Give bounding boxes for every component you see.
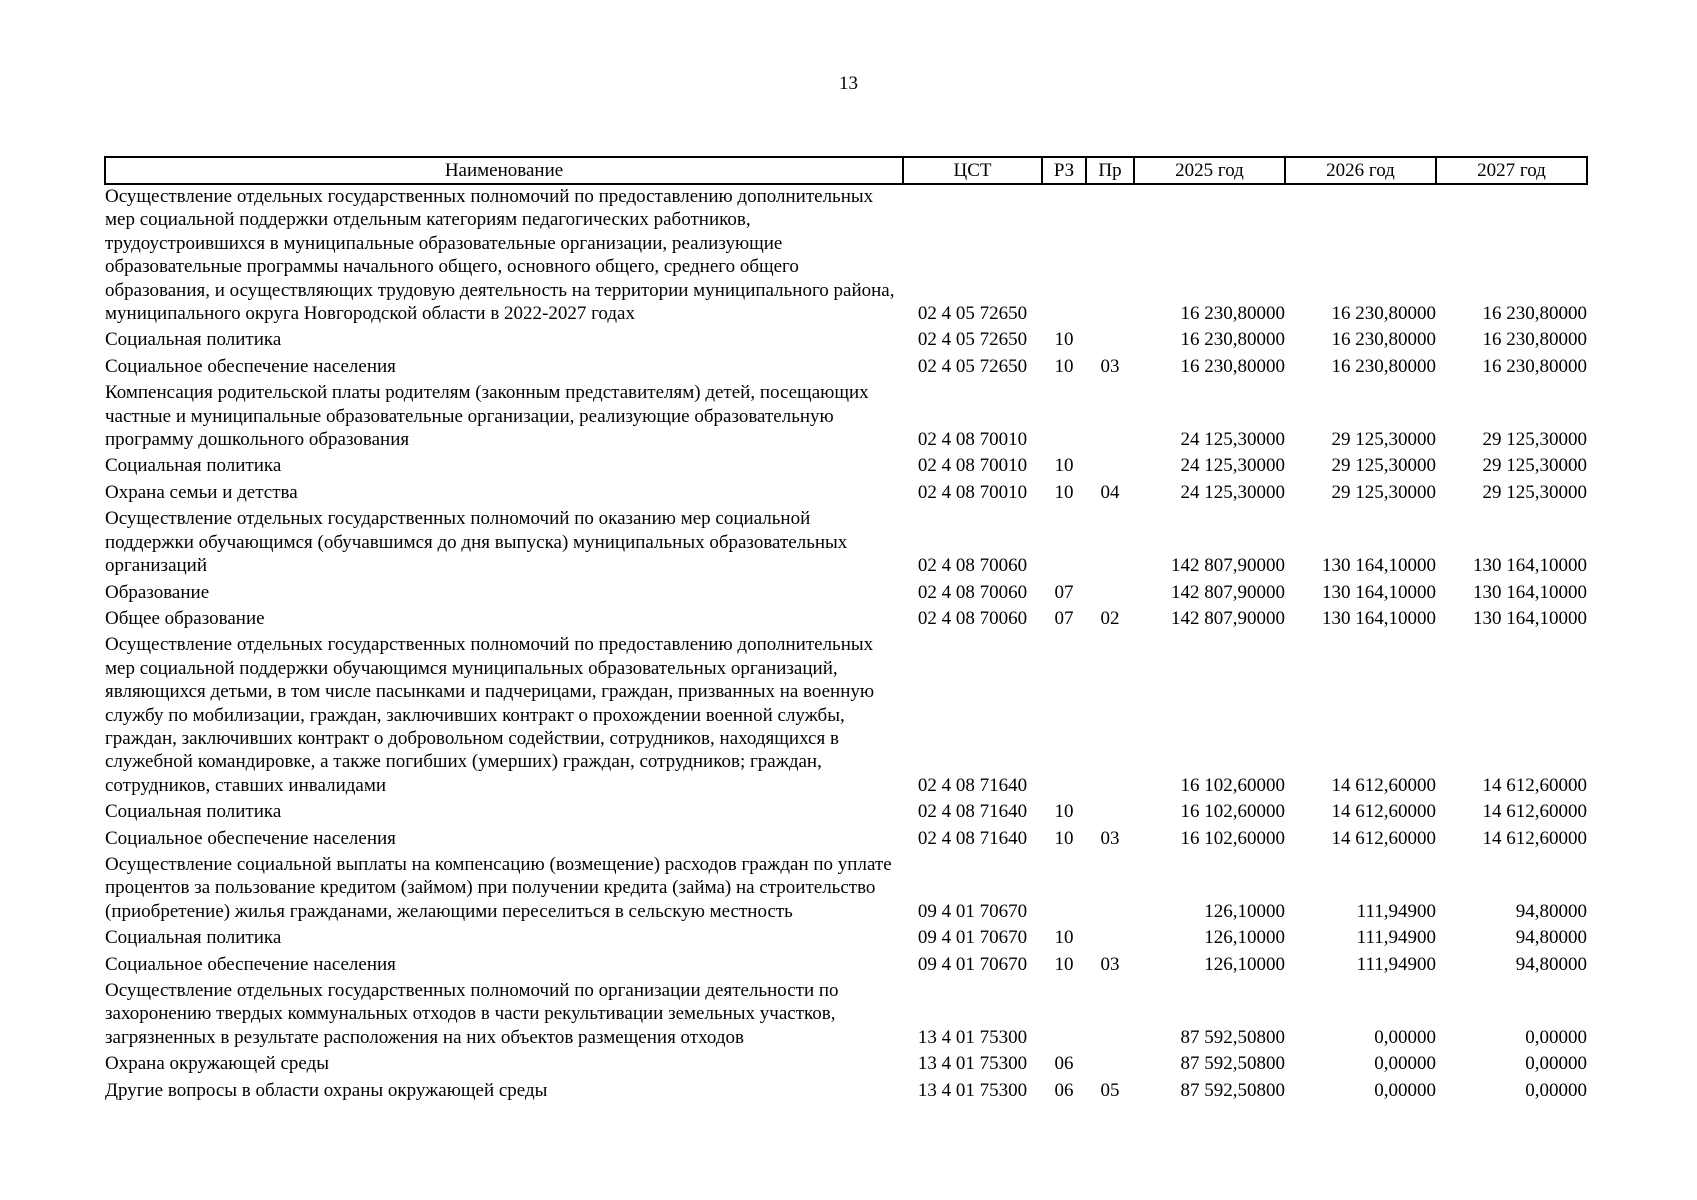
table-row: [105, 1079, 1587, 1105]
row-2026: 14 612,60000: [1331, 827, 1436, 849]
row-2025: 142 807,90000: [1171, 607, 1285, 629]
row-2025: 87 592,50800: [1180, 1026, 1285, 1048]
row-2025: 126,10000: [1204, 927, 1285, 949]
row-2025: 126,10000: [1204, 900, 1285, 922]
row-pr: [1086, 184, 1134, 328]
row-rz: [1042, 979, 1086, 1052]
row-rz: [1042, 507, 1086, 580]
row-rz: 10: [1054, 481, 1074, 503]
row-name: Охрана семьи и детства: [105, 481, 298, 503]
table-row: [105, 1052, 1587, 1078]
row-pr: 04: [1100, 481, 1120, 503]
row-name: Осуществление социальной выплаты на компенсацию (возмещение) расходов граждан по уплате процентов за пользование кредитом (займом) при получении кредита (займа) на строительство (приобретение) жилья гражданами, желающими переселиться в сельскую местность: [105, 853, 892, 922]
row-2025: 142 807,90000: [1171, 555, 1285, 577]
row-name: Осуществление отдельных государственных полномочий по предоставлению дополнительных мер социальной поддержки обучающимся муниципальных образовательных организаций, являющихся детьми, в том числе пасынками и падчерицами, граждан, призванных на военную службу по мобилизации, граждан, заключивших контракт о прохождении военной службы, граждан, заключивших контракт о добровольном содействии, сотрудников, находящихся в служебной командировке, а также погибших (умерших) граждан, сотрудников; граждан, сотрудников, ставших инвалидами: [105, 634, 875, 796]
row-2026: 14 612,60000: [1331, 774, 1436, 796]
row-name: Социальное обеспечение населения: [105, 827, 396, 849]
row-cst: 02 4 08 70060: [917, 581, 1028, 603]
row-cst: 13 4 01 75300: [917, 1026, 1028, 1048]
page-number: 13: [839, 73, 858, 94]
row-cst: 09 4 01 70670: [917, 927, 1028, 949]
row-cst: 02 4 05 72650: [917, 329, 1028, 351]
row-2027: 16 230,80000: [1482, 303, 1587, 325]
row-cst: 02 4 08 70010: [917, 481, 1028, 503]
row-2025: 24 125,30000: [1180, 455, 1285, 477]
row-cst: 02 4 05 72650: [917, 355, 1028, 377]
row-pr: [1086, 1052, 1134, 1078]
row-rz: [1042, 853, 1086, 926]
row-pr: [1086, 979, 1134, 1052]
row-cst: 09 4 01 70670: [917, 900, 1028, 922]
row-pr: 03: [1100, 953, 1120, 975]
row-name: Социальное обеспечение населения: [105, 953, 396, 975]
header-row: [105, 157, 1587, 184]
row-pr: [1086, 328, 1134, 354]
row-2025: 16 102,60000: [1180, 774, 1285, 796]
row-pr: [1086, 926, 1134, 952]
row-pr: 03: [1100, 827, 1120, 849]
row-pr: [1086, 853, 1134, 926]
row-rz: 10: [1054, 329, 1074, 351]
row-rz: 10: [1054, 927, 1074, 949]
row-2027: 130 164,10000: [1473, 555, 1587, 577]
row-2027: 29 125,30000: [1482, 455, 1587, 477]
row-rz: 06: [1054, 1079, 1074, 1101]
table-body: [105, 184, 1587, 1105]
row-2027: 94,80000: [1515, 953, 1587, 975]
row-rz: 06: [1054, 1053, 1074, 1075]
header-2026: 2026 год: [1285, 157, 1436, 184]
row-2025: 87 592,50800: [1180, 1053, 1285, 1075]
row-name: Социальная политика: [105, 927, 282, 949]
row-pr: [1086, 581, 1134, 607]
row-2026: 29 125,30000: [1331, 429, 1436, 451]
row-2025: 24 125,30000: [1180, 429, 1285, 451]
row-pr: 02: [1100, 607, 1120, 629]
row-pr: 03: [1100, 355, 1120, 377]
header-pr: Пр: [1086, 157, 1134, 184]
row-2026: 16 230,80000: [1331, 329, 1436, 351]
row-cst: 09 4 01 70670: [917, 953, 1028, 975]
row-cst: 13 4 01 75300: [917, 1053, 1028, 1075]
row-pr: [1086, 800, 1134, 826]
row-2027: 14 612,60000: [1482, 774, 1587, 796]
row-2025: 16 230,80000: [1180, 303, 1285, 325]
table-row: [105, 926, 1587, 952]
row-2025: 24 125,30000: [1180, 481, 1285, 503]
table-row: [105, 979, 1587, 1052]
row-name: Образование: [105, 581, 210, 603]
table-row: [105, 381, 1587, 454]
row-2025: 142 807,90000: [1171, 581, 1285, 603]
table-row: [105, 328, 1587, 354]
header-name: Наименование: [105, 157, 903, 184]
row-cst: 02 4 08 71640: [917, 801, 1028, 823]
row-2026: 0,00000: [1374, 1079, 1436, 1101]
row-name: Охрана окружающей среды: [105, 1053, 330, 1075]
row-2027: 94,80000: [1515, 927, 1587, 949]
row-rz: 07: [1054, 581, 1074, 603]
budget-table: [104, 156, 1588, 1105]
row-cst: 02 4 05 72650: [917, 303, 1028, 325]
row-2026: 130 164,10000: [1322, 607, 1436, 629]
table-row: [105, 507, 1587, 580]
row-rz: 07: [1054, 607, 1074, 629]
row-rz: [1042, 381, 1086, 454]
row-2027: 130 164,10000: [1473, 581, 1587, 603]
row-name: Социальная политика: [105, 801, 282, 823]
table-row: [105, 607, 1587, 633]
row-rz: [1042, 184, 1086, 328]
row-2025: 16 230,80000: [1180, 355, 1285, 377]
row-cst: 02 4 08 70010: [917, 429, 1028, 451]
row-2025: 126,10000: [1204, 953, 1285, 975]
row-rz: 10: [1054, 801, 1074, 823]
row-2027: 16 230,80000: [1482, 329, 1587, 351]
row-2027: 16 230,80000: [1482, 355, 1587, 377]
table-row: [105, 853, 1587, 926]
table-row: [105, 355, 1587, 381]
row-2025: 16 102,60000: [1180, 827, 1285, 849]
table-row: [105, 953, 1587, 979]
row-cst: 02 4 08 71640: [917, 827, 1028, 849]
row-pr: [1086, 507, 1134, 580]
row-2026: 0,00000: [1374, 1026, 1436, 1048]
header-2025: 2025 год: [1134, 157, 1285, 184]
row-name: Социальная политика: [105, 329, 282, 351]
row-rz: 10: [1054, 953, 1074, 975]
row-cst: 02 4 08 70060: [917, 607, 1028, 629]
row-2027: 14 612,60000: [1482, 801, 1587, 823]
row-cst: 02 4 08 70010: [917, 455, 1028, 477]
row-rz: 10: [1054, 455, 1074, 477]
row-name: Социальное обеспечение населения: [105, 355, 396, 377]
header-cst: ЦСТ: [903, 157, 1042, 184]
row-2027: 0,00000: [1525, 1079, 1587, 1101]
table-row: [105, 633, 1587, 800]
table-row: [105, 454, 1587, 480]
row-2026: 16 230,80000: [1331, 303, 1436, 325]
table-row: [105, 581, 1587, 607]
row-name: Компенсация родительской платы родителям (законным представителям) детей, посещающих частные и муниципальные образовательные организации, реализующие образовательную программу дошкольного образования: [105, 382, 869, 451]
row-2027: 29 125,30000: [1482, 429, 1587, 451]
table-row: [105, 481, 1587, 507]
row-name: Осуществление отдельных государственных полномочий по предоставлению дополнительных мер социальной поддержки отдельным категориям педагогических работников, трудоустроившихся в муниципальные образовательные организации, реализующие образовательные программы начального общего, основного общего, среднего общего образования, и осуществляющих трудовую деятельность на территории муниципального района, муниципального округа Новгородской области в 2022-2027 годах: [105, 186, 895, 325]
row-2026: 111,94900: [1356, 900, 1436, 922]
row-2026: 14 612,60000: [1331, 801, 1436, 823]
row-2027: 0,00000: [1525, 1026, 1587, 1048]
row-2025: 16 230,80000: [1180, 329, 1285, 351]
row-name: Осуществление отдельных государственных полномочий по оказанию мер социальной поддержки обучающимся (обучавшимся до дня выпуска) муниципальных образовательных организаций: [105, 508, 848, 577]
table-row: [105, 800, 1587, 826]
header-rz: РЗ: [1042, 157, 1086, 184]
row-cst: 13 4 01 75300: [917, 1079, 1028, 1101]
row-2026: 130 164,10000: [1322, 581, 1436, 603]
row-rz: 10: [1054, 827, 1074, 849]
row-2027: 14 612,60000: [1482, 827, 1587, 849]
row-cst: 02 4 08 71640: [917, 774, 1028, 796]
row-2026: 16 230,80000: [1331, 355, 1436, 377]
row-2025: 87 592,50800: [1180, 1079, 1285, 1101]
header-2027: 2027 год: [1436, 157, 1587, 184]
row-pr: [1086, 633, 1134, 800]
row-name: Другие вопросы в области охраны окружающей среды: [105, 1079, 548, 1101]
row-2026: 111,94900: [1356, 953, 1436, 975]
row-2027: 94,80000: [1515, 900, 1587, 922]
row-2027: 0,00000: [1525, 1053, 1587, 1075]
row-pr: 05: [1100, 1079, 1120, 1101]
row-rz: 10: [1054, 355, 1074, 377]
row-2026: 29 125,30000: [1331, 455, 1436, 477]
row-2025: 16 102,60000: [1180, 801, 1285, 823]
row-cst: 02 4 08 70060: [917, 555, 1028, 577]
table-row: [105, 827, 1587, 853]
row-name: Социальная политика: [105, 455, 282, 477]
row-2027: 130 164,10000: [1473, 607, 1587, 629]
table-row: [105, 184, 1587, 328]
row-2027: 29 125,30000: [1482, 481, 1587, 503]
row-name: Общее образование: [105, 607, 265, 629]
row-pr: [1086, 454, 1134, 480]
row-2026: 130 164,10000: [1322, 555, 1436, 577]
row-rz: [1042, 633, 1086, 800]
row-2026: 0,00000: [1374, 1053, 1436, 1075]
row-pr: [1086, 381, 1134, 454]
table-header: [105, 157, 1587, 184]
row-name: Осуществление отдельных государственных полномочий по организации деятельности по захоронению твердых коммунальных отходов в части рекультивации земельных участков, загрязненных в результате расположения на них объектов размещения отходов: [105, 980, 839, 1048]
row-2026: 111,94900: [1356, 927, 1436, 949]
row-2026: 29 125,30000: [1331, 481, 1436, 503]
